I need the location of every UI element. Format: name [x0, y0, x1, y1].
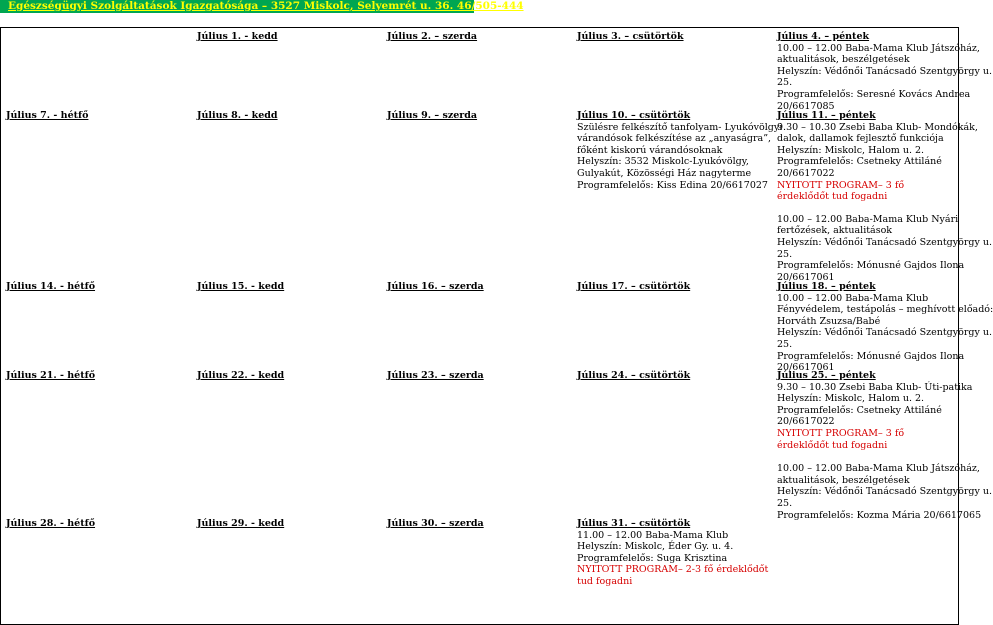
- day-thu-jul-3: Július 3. – csütörtök: [577, 31, 684, 42]
- event-line: dalok, dallamok fejlesztő funkciója: [777, 133, 944, 145]
- event-line: 10.00 – 12.00 Baba-Mama Klub Nyári: [777, 213, 959, 225]
- event-line: 20/6617061: [777, 362, 835, 374]
- day-tue-jul-1: Július 1. - kedd: [197, 31, 278, 42]
- event-line: Programfelelős: Csetneky Attiláné: [777, 156, 942, 168]
- event-line: 9.30 – 10.30 Zsebi Baba Klub- Mondókák,: [777, 121, 978, 133]
- organization-title: Egészségügyi Szolgáltatások Igazgatósága – 3527 Miskolc, Selyemrét u. 36. 46/505-444: [8, 0, 524, 12]
- day-thu-jul-24: Július 24. – csütörtök: [577, 370, 691, 381]
- event-line: főként kiskorú várandósoknak: [577, 144, 723, 156]
- event-line: Helyszín: Védőnői Tanácsadó Szentgyörgy u.: [777, 486, 992, 498]
- spacer: [777, 451, 962, 463]
- event-line: Helyszín: Védőnői Tanácsadó Szentgyörgy u.: [777, 236, 992, 248]
- event-line: 20/6617022: [777, 416, 835, 428]
- event-line: Szülésre felkészítő tanfolyam- Lyukóvölgyi: [577, 121, 783, 133]
- event-line: 20/6617061: [777, 271, 835, 283]
- event-line: Helyszín: 3532 Miskolc-Lyukóvölgy,: [577, 156, 749, 168]
- event-line: Helyszín: Miskolc, Halom u. 2.: [777, 393, 925, 405]
- open-program-notice: NYITOTT PROGRAM– 3 fő: [777, 179, 905, 191]
- day-wed-jul-16: Július 16. – szerda: [387, 281, 484, 292]
- event-line: Programfelelős: Suga Krisztina: [577, 552, 728, 564]
- day-fri-jul-25: [777, 370, 992, 521]
- event-line: Programfelelős: Csetneky Attiláné: [777, 404, 942, 416]
- day-thu-jul-10-title: Július 10. – csütörtök: [577, 110, 691, 121]
- day-fri-jul-4: [777, 31, 992, 112]
- event-line: Helyszín: Védőnői Tanácsadó Szentgyörgy u.: [777, 327, 992, 339]
- day-fri-jul-4-title: Július 4. – péntek: [777, 31, 870, 42]
- event-line: 9.30 – 10.30 Zsebi Baba Klub- Úti-patika: [777, 381, 973, 393]
- event-line: 25.: [777, 338, 793, 350]
- event-line: Helyszín: Miskolc, Halom u. 2.: [777, 144, 925, 156]
- event-line: 20/6617022: [777, 167, 835, 179]
- event-line: 11.00 – 12.00 Baba-Mama Klub: [577, 529, 729, 541]
- organization-header: [0, 0, 524, 13]
- open-program-notice: NYITOTT PROGRAM– 2-3 fő érdeklődőt: [577, 564, 769, 576]
- event-line: Programfelelős: Mónusné Gajdos Ilona: [777, 260, 965, 272]
- event-line: várandósok felkészítése az „anyaságra”,: [577, 133, 772, 145]
- event-line: 10.00 – 12.00 Baba-Mama Klub Játszóház,: [777, 463, 980, 475]
- event-line: Programfelelős: Mónusné Gajdos Ilona: [777, 350, 965, 362]
- day-wed-jul-9: Július 9. – szerda: [387, 110, 478, 121]
- event-line: Gulyakút, Közösségi Ház nagyterme: [577, 167, 752, 179]
- event-line: Fényvédelem, testápolás – meghívott előadó:: [777, 304, 993, 316]
- day-mon-jul-7: Július 7. - hétfő: [6, 110, 89, 121]
- event-line: Programfelelős: Seresné Kovács Andrea: [777, 88, 971, 100]
- event-line: Horváth Zsuzsa/Babé: [777, 315, 881, 327]
- day-fri-jul-18-title: Július 18. – péntek: [777, 281, 876, 292]
- day-fri-jul-25-title: Július 25. – péntek: [777, 370, 876, 381]
- event-line: Helyszín: Miskolc, Éder Gy. u. 4.: [577, 541, 734, 553]
- event-line: aktualitások, beszélgetések: [777, 54, 910, 66]
- day-thu-jul-31: [577, 518, 768, 588]
- day-fri-jul-11: [777, 110, 992, 283]
- event-line: 25.: [777, 248, 793, 260]
- day-wed-jul-23: Július 23. – szerda: [387, 370, 484, 381]
- day-thu-jul-10: [577, 110, 782, 191]
- event-line: 25.: [777, 77, 793, 89]
- open-program-notice: NYITOTT PROGRAM– 3 fő: [777, 427, 905, 439]
- event-line: 10.00 – 12.00 Baba-Mama Klub: [777, 292, 929, 304]
- day-tue-jul-15: Július 15. - kedd: [197, 281, 285, 292]
- event-line: 20/6617085: [777, 100, 835, 112]
- open-program-notice: érdeklődőt tud fogadni: [777, 191, 888, 203]
- day-mon-jul-28: Július 28. - hétfő: [6, 518, 96, 529]
- day-tue-jul-8: Július 8. - kedd: [197, 110, 278, 121]
- spacer: [777, 203, 962, 214]
- event-line: aktualitások, beszélgetések: [777, 474, 910, 486]
- event-line: 25.: [777, 497, 793, 509]
- event-line: fertőzések, aktualitások: [777, 225, 893, 237]
- day-thu-jul-31-title: Július 31. – csütörtök: [577, 518, 691, 529]
- day-mon-jul-14: Július 14. - hétfő: [6, 281, 96, 292]
- open-program-notice: érdeklődőt tud fogadni: [777, 439, 888, 451]
- open-program-notice: tud fogadni: [577, 575, 633, 587]
- event-line: Programfelelős: Kozma Mária 20/6617065: [777, 509, 982, 521]
- day-wed-jul-30: Július 30. – szerda: [387, 518, 484, 529]
- day-tue-jul-22: Július 22. - kedd: [197, 370, 285, 381]
- event-line: Programfelelős: Kiss Edina 20/6617027: [577, 179, 768, 191]
- day-tue-jul-29: Július 29. - kedd: [197, 518, 285, 529]
- day-wed-jul-2: Július 2. – szerda: [387, 31, 478, 42]
- day-thu-jul-17: Július 17. – csütörtök: [577, 281, 691, 292]
- day-fri-jul-11-title: Július 11. – péntek: [777, 110, 876, 121]
- day-fri-jul-18: [777, 281, 993, 374]
- day-mon-jul-21: Július 21. - hétfő: [6, 370, 96, 381]
- event-line: Helyszín: Védőnői Tanácsadó Szentgyörgy u.: [777, 65, 992, 77]
- event-line: 10.00 – 12.00 Baba-Mama Klub Játszóház,: [777, 42, 980, 54]
